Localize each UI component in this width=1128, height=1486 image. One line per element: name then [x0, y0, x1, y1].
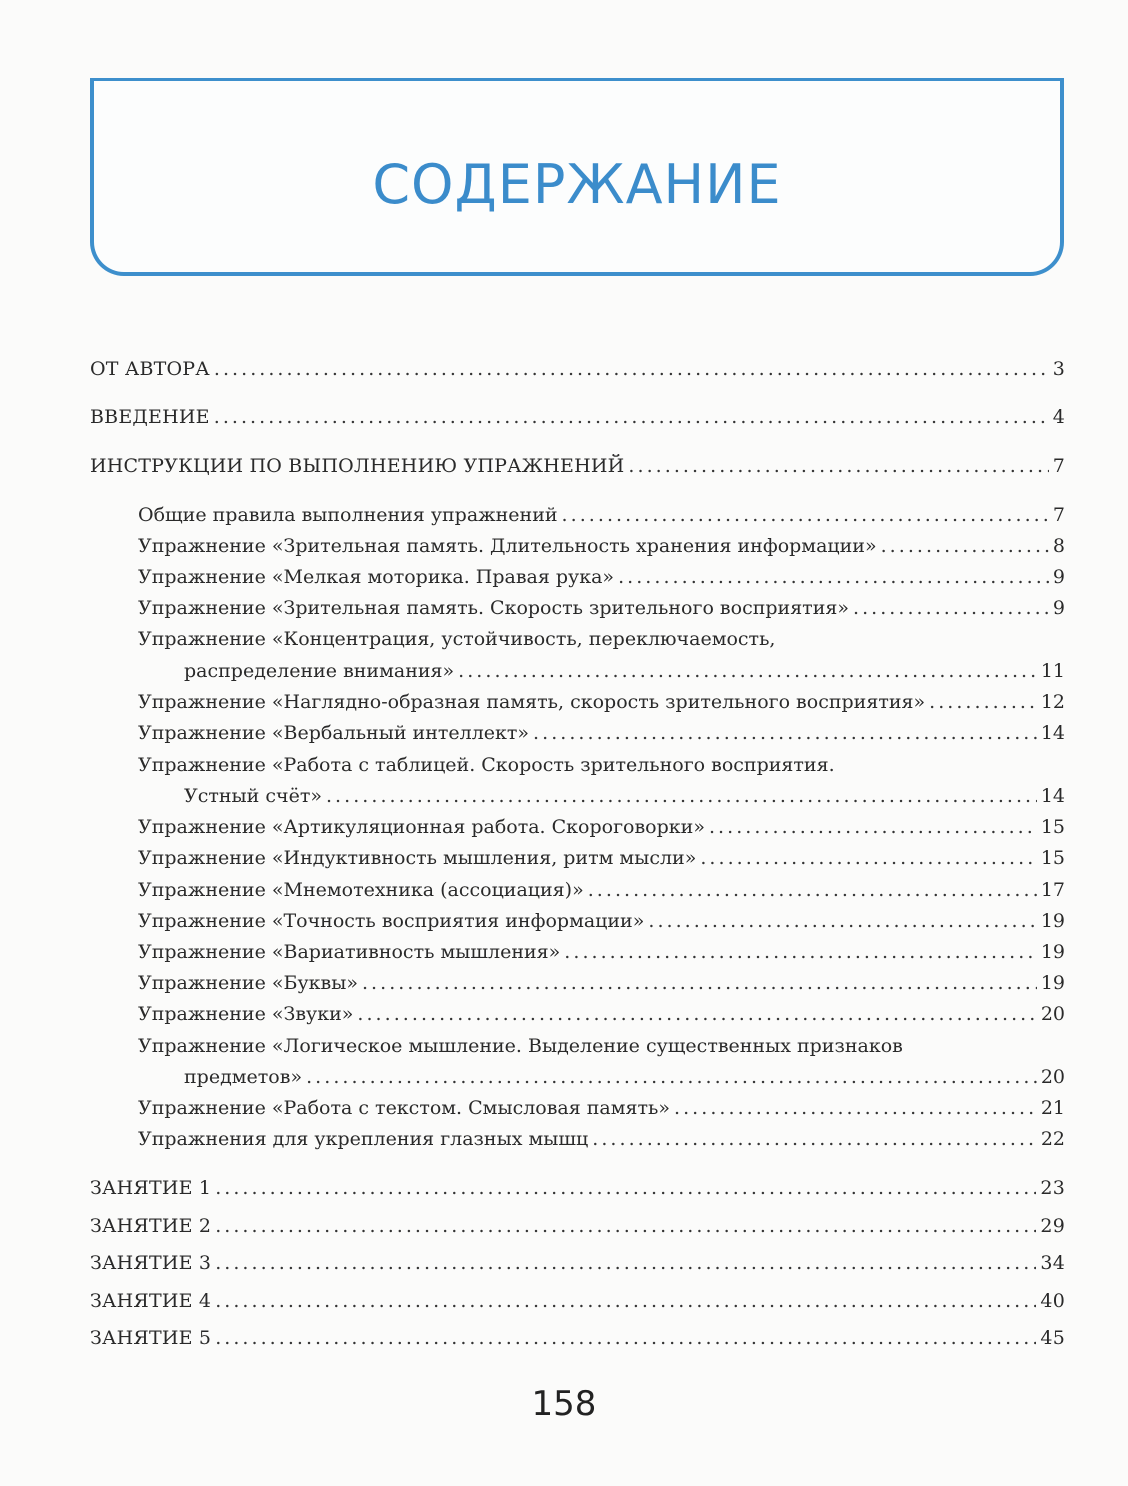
toc-entry-page: 14	[1040, 785, 1065, 807]
dot-leader	[215, 1290, 1036, 1312]
toc-entry[interactable]	[138, 816, 1065, 838]
toc-entry[interactable]	[138, 566, 1065, 588]
toc-entry[interactable]	[90, 1327, 1065, 1349]
toc-entry[interactable]	[138, 504, 1065, 526]
dot-leader	[357, 1003, 1036, 1025]
dot-leader	[215, 1177, 1036, 1199]
toc-entry-label[interactable]: Упражнение «Логическое мышление. Выделение существенных признаков	[138, 1035, 903, 1057]
toc-entry[interactable]	[90, 358, 1065, 380]
toc-entry-label: ОТ АВТОРА	[90, 358, 210, 380]
toc-entry[interactable]	[138, 1128, 1065, 1150]
toc-entry-label: Упражнения для укрепления глазных мышц	[138, 1128, 589, 1150]
toc-entry-page: 19	[1040, 972, 1065, 994]
toc-entry[interactable]	[90, 455, 1065, 477]
dot-leader	[562, 504, 1049, 526]
title-banner	[90, 78, 1064, 276]
toc-entry-label: ВВЕДЕНИЕ	[90, 406, 210, 428]
toc-entry-label-continued: распределение внимания»	[184, 660, 455, 682]
toc-entry[interactable]	[138, 972, 1065, 994]
dot-leader	[853, 597, 1049, 619]
dot-leader	[628, 455, 1048, 477]
page-title: СОДЕРЖАНИЕ	[372, 153, 782, 216]
dot-leader	[306, 1066, 1037, 1088]
toc-entry-page: 9	[1052, 566, 1065, 588]
dot-leader	[215, 1252, 1036, 1274]
toc-entry-label: Упражнение «Вариативность мышления»	[138, 941, 561, 963]
toc-entry-label: Упражнение «Мнемотехника (ассоциация)»	[138, 879, 584, 901]
toc-entry-page: 23	[1040, 1177, 1065, 1199]
toc-entry-label: Упражнение «Буквы»	[138, 972, 358, 994]
dot-leader	[214, 406, 1049, 428]
toc-entry-label: Упражнение «Зрительная память. Скорость зрительного восприятия»	[138, 597, 849, 619]
toc-entry-page: 19	[1040, 941, 1065, 963]
toc-entry-label[interactable]: Упражнение «Концентрация, устойчивость, переключаемость,	[138, 628, 776, 650]
toc-entry-label: Упражнение «Мелкая моторика. Правая рука»	[138, 566, 615, 588]
toc-entry[interactable]	[138, 1003, 1065, 1025]
toc-entry[interactable]	[90, 1215, 1065, 1237]
toc-entry-label: Упражнение «Вербальный интеллект»	[138, 722, 530, 744]
toc-entry-label-continued: Устный счёт»	[184, 785, 322, 807]
toc-entry-label: Упражнение «Наглядно-образная память, скорость зрительного восприятия»	[138, 691, 926, 713]
toc-entry-page: 4	[1052, 406, 1065, 428]
dot-leader	[618, 566, 1049, 588]
toc-entry[interactable]	[138, 597, 1065, 619]
dot-leader	[592, 1128, 1037, 1150]
dot-leader	[674, 1097, 1037, 1119]
toc-entry-page: 14	[1040, 722, 1065, 744]
toc-entry-label: Упражнение «Индуктивность мышления, ритм мысли»	[138, 847, 697, 869]
toc-entry-page: 45	[1040, 1327, 1065, 1349]
toc-entry[interactable]	[184, 1066, 1065, 1088]
toc-entry-page: 40	[1040, 1290, 1065, 1312]
dot-leader	[700, 847, 1036, 869]
toc-entry-page: 15	[1040, 816, 1065, 838]
toc-entry-page: 34	[1040, 1252, 1065, 1274]
toc-entry-page: 19	[1040, 910, 1065, 932]
dot-leader	[564, 941, 1037, 963]
toc-entry-page: 9	[1052, 597, 1065, 619]
dot-leader	[881, 535, 1049, 557]
dot-leader	[533, 722, 1037, 744]
page-number: 158	[531, 1384, 597, 1424]
toc-entry-page: 20	[1040, 1066, 1065, 1088]
toc-entry-label: ЗАНЯТИЕ 3	[90, 1252, 212, 1274]
toc-entry-page: 21	[1040, 1097, 1065, 1119]
toc-entry-label: ЗАНЯТИЕ 4	[90, 1290, 212, 1312]
toc-entry-label: ЗАНЯТИЕ 2	[90, 1215, 212, 1237]
dot-leader	[362, 972, 1037, 994]
toc-entry[interactable]	[138, 691, 1065, 713]
toc-entry[interactable]	[138, 535, 1065, 557]
toc-entry[interactable]	[90, 1290, 1065, 1312]
toc-entry[interactable]	[138, 1097, 1065, 1119]
toc-entry-label: Упражнение «Артикуляционная работа. Скороговорки»	[138, 816, 705, 838]
dot-leader	[588, 879, 1037, 901]
toc-entry-page: 11	[1040, 660, 1065, 682]
toc-entry-page: 22	[1040, 1128, 1065, 1150]
toc-entry-label: ЗАНЯТИЕ 5	[90, 1327, 212, 1349]
dot-leader	[326, 785, 1037, 807]
dot-leader	[648, 910, 1036, 932]
toc-entry-label: Упражнение «Звуки»	[138, 1003, 354, 1025]
toc-entry[interactable]	[138, 910, 1065, 932]
toc-entry[interactable]	[90, 1252, 1065, 1274]
toc-entry[interactable]	[138, 847, 1065, 869]
dot-leader	[929, 691, 1037, 713]
toc-entry-label: Упражнение «Зрительная память. Длительность хранения информации»	[138, 535, 877, 557]
toc-entry-page: 3	[1052, 358, 1065, 380]
toc-entry-page: 17	[1040, 879, 1065, 901]
toc-entry-label: Упражнение «Точность восприятия информации»	[138, 910, 645, 932]
dot-leader	[215, 1327, 1036, 1349]
toc-entry-page: 12	[1040, 691, 1065, 713]
toc-entry[interactable]	[138, 879, 1065, 901]
toc-entry-page: 7	[1052, 504, 1065, 526]
toc-entry[interactable]	[184, 785, 1065, 807]
toc-entry-label: Упражнение «Работа с текстом. Смысловая память»	[138, 1097, 671, 1119]
toc-entry[interactable]	[138, 722, 1065, 744]
dot-leader	[709, 816, 1037, 838]
toc-entry-label: Общие правила выполнения упражнений	[138, 504, 558, 526]
toc-entry[interactable]	[90, 406, 1065, 428]
toc-entry-label-continued: предметов»	[184, 1066, 303, 1088]
toc-entry-label[interactable]: Упражнение «Работа с таблицей. Скорость зрительного восприятия.	[138, 754, 835, 776]
toc-entry-page: 7	[1052, 455, 1065, 477]
toc-entry[interactable]	[184, 660, 1065, 682]
dot-leader	[214, 358, 1049, 380]
toc-entry[interactable]	[90, 1177, 1065, 1199]
toc-entry-label: ЗАНЯТИЕ 1	[90, 1177, 212, 1199]
toc-entry-label: ИНСТРУКЦИИ ПО ВЫПОЛНЕНИЮ УПРАЖНЕНИЙ	[90, 455, 625, 477]
toc-entry-page: 20	[1040, 1003, 1065, 1025]
dot-leader	[458, 660, 1037, 682]
toc-entry-page: 29	[1040, 1215, 1065, 1237]
toc-entry-page: 8	[1052, 535, 1065, 557]
toc-entry-page: 15	[1040, 847, 1065, 869]
toc-entry[interactable]	[138, 941, 1065, 963]
dot-leader	[215, 1215, 1036, 1237]
